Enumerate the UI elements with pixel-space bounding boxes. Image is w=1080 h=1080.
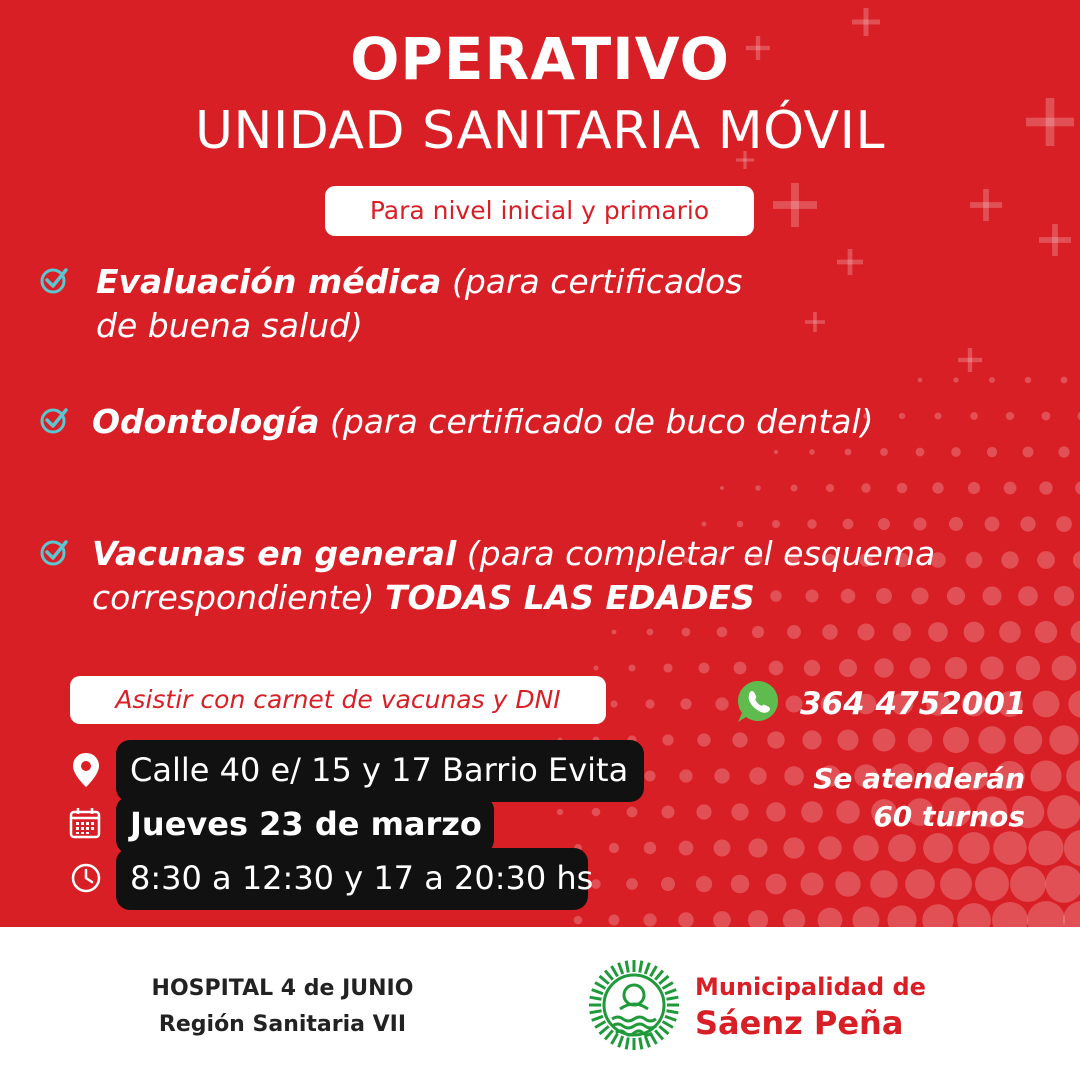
clock-icon: [70, 862, 102, 894]
level-pill: Para nivel inicial y primario: [325, 186, 754, 236]
municipality-line1: Municipalidad de: [695, 973, 926, 1001]
hospital-line2: Región Sanitaria VII: [158, 1012, 407, 1037]
hospital-name: [140, 971, 425, 1043]
hours-text: 8:30 a 12:30 y 17 a 20:30 hs: [130, 859, 594, 897]
municipality-name: [695, 969, 926, 1041]
requirements-note: Asistir con carnet de vacunas y DNI: [70, 676, 606, 724]
check-icon: [38, 536, 70, 568]
address-text: Calle 40 e/ 15 y 17 Barrio Evita: [130, 751, 629, 789]
turnos-line1: Se atenderán: [813, 762, 1025, 795]
service-dental: Odontología (para certificado de buco dental): [92, 402, 874, 441]
service-medical: Evaluación médica (para certificados de buena salud): [96, 262, 743, 345]
check-icon: [38, 264, 70, 296]
calendar-icon: [68, 806, 102, 840]
subtitle: UNIDAD SANITARIA MÓVIL: [195, 101, 885, 161]
hospital-line1: HOSPITAL 4 de JUNIO: [151, 976, 414, 1001]
check-icon: [38, 404, 70, 436]
phone-number: 364 4752001: [800, 686, 1027, 722]
title: OPERATIVO: [350, 25, 730, 93]
footer: [0, 927, 1080, 1080]
turnos-info: [740, 760, 1025, 836]
whatsapp-icon: [734, 678, 782, 726]
service-vaccines: Vacunas en general (para completar el esquema correspondiente) TODAS LAS EDADES: [92, 534, 936, 617]
date-text: Jueves 23 de marzo: [130, 805, 482, 843]
municipality-logo: [586, 957, 682, 1053]
turnos-line2: 60 turnos: [873, 800, 1025, 833]
location-pin-icon: [72, 752, 100, 788]
municipality-line2: Sáenz Peña: [695, 1004, 904, 1042]
